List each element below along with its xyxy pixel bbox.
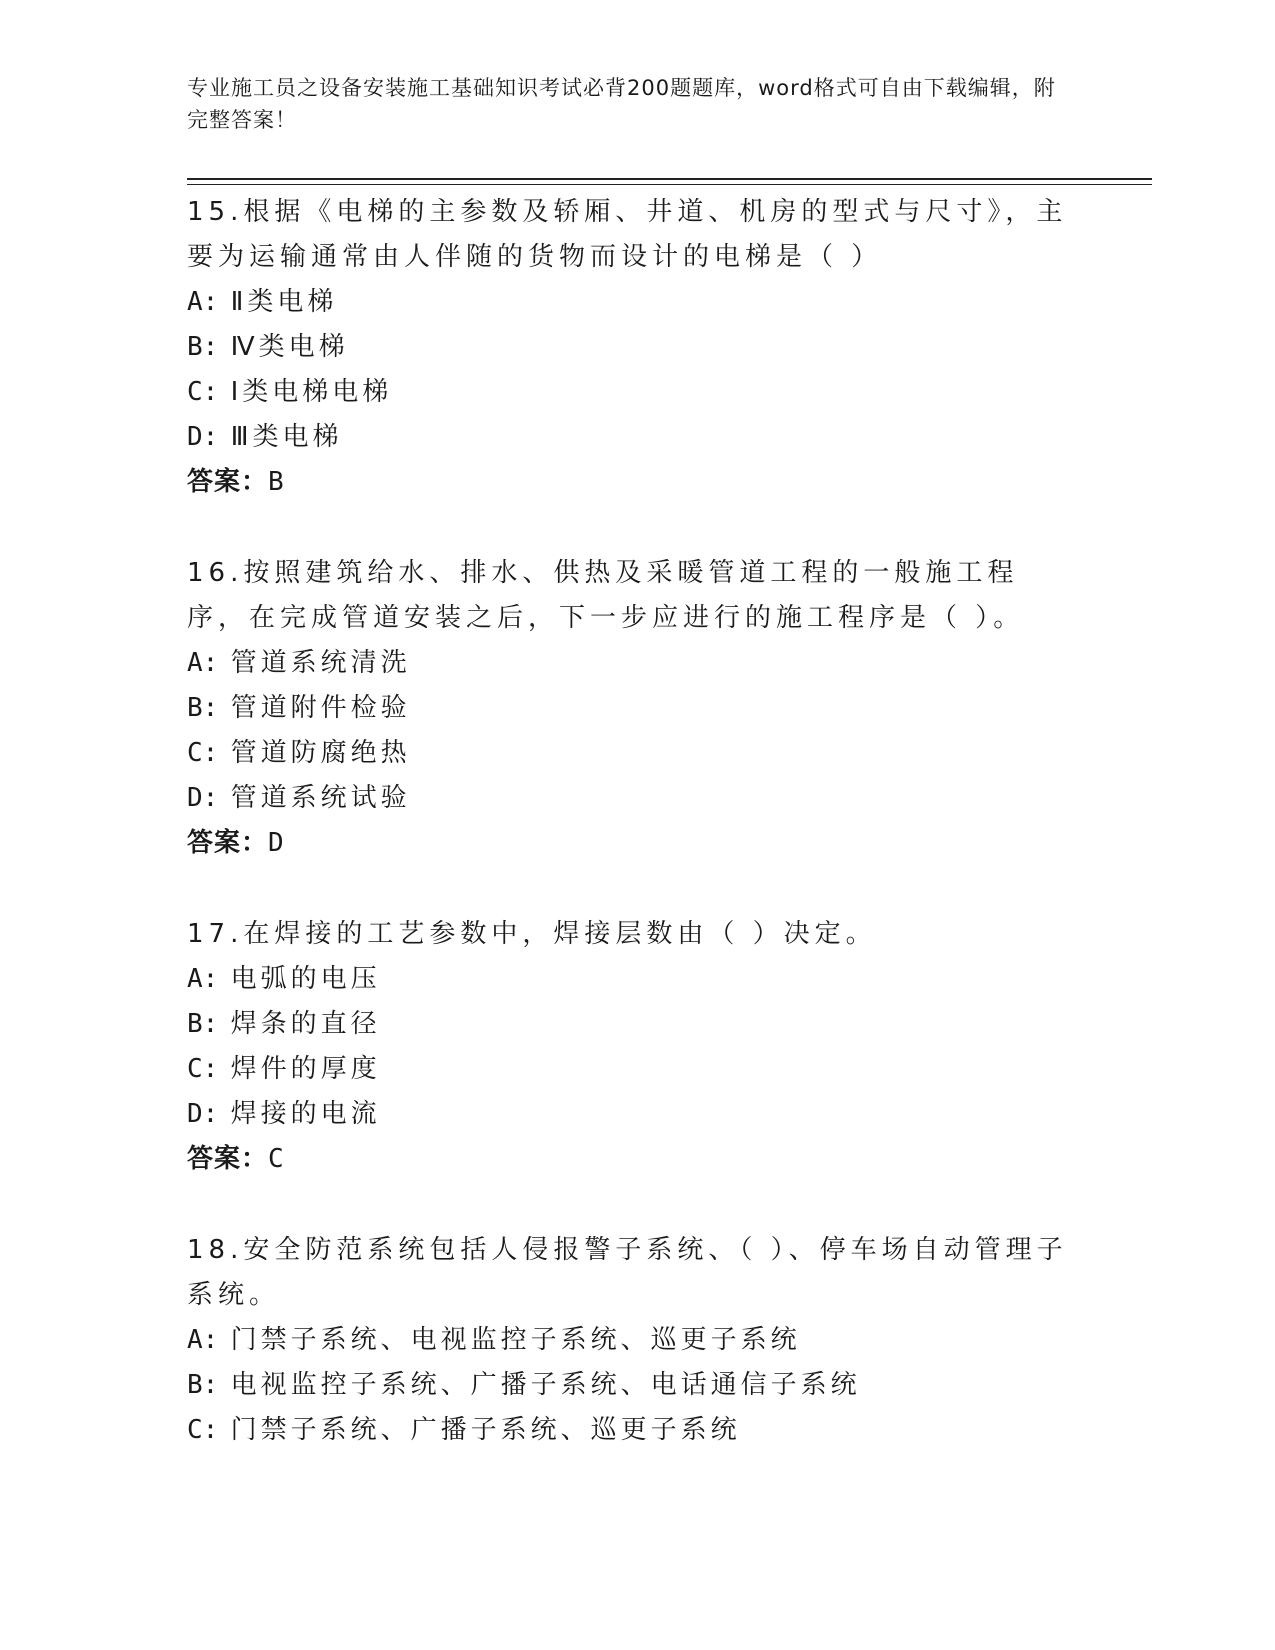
spacer bbox=[187, 866, 1077, 912]
option-text: 管道防腐绝热 bbox=[218, 738, 411, 768]
option-letter: D: bbox=[187, 422, 219, 452]
option-b bbox=[187, 325, 1077, 370]
option-text: 焊件的厚度 bbox=[218, 1054, 381, 1084]
answer-value: C bbox=[268, 1144, 286, 1174]
option-a bbox=[187, 1318, 1077, 1363]
answer-line bbox=[187, 821, 1077, 866]
header-divider-thick bbox=[187, 178, 1152, 180]
question-16 bbox=[187, 551, 1077, 866]
option-text: 管道附件检验 bbox=[218, 693, 411, 723]
question-18 bbox=[187, 1228, 1077, 1453]
option-letter: A: bbox=[187, 964, 219, 994]
option-text: 管道系统试验 bbox=[218, 783, 411, 813]
option-letter: A: bbox=[187, 1325, 219, 1355]
option-text: 电视监控子系统、广播子系统、电话通信子系统 bbox=[218, 1370, 861, 1400]
option-c bbox=[187, 1408, 1077, 1453]
spacer bbox=[187, 1182, 1077, 1228]
option-letter: C: bbox=[187, 1415, 219, 1445]
option-b bbox=[187, 1002, 1077, 1047]
option-b bbox=[187, 686, 1077, 731]
option-text: Ⅱ类电梯 bbox=[218, 287, 338, 317]
option-d bbox=[187, 415, 1077, 460]
option-letter: B: bbox=[187, 1009, 219, 1039]
option-letter: B: bbox=[187, 693, 219, 723]
option-text: Ⅰ类电梯电梯 bbox=[218, 377, 393, 407]
answer-label: 答案： bbox=[187, 467, 269, 497]
option-text: 焊接的电流 bbox=[218, 1099, 381, 1129]
option-text: 门禁子系统、电视监控子系统、巡更子系统 bbox=[218, 1325, 801, 1355]
option-letter: D: bbox=[187, 1099, 219, 1129]
document-header bbox=[187, 72, 1067, 136]
option-text: 电弧的电压 bbox=[218, 964, 381, 994]
option-letter: A: bbox=[187, 287, 219, 317]
header-divider-thin bbox=[187, 184, 1152, 185]
option-b bbox=[187, 1363, 1077, 1408]
answer-line bbox=[187, 1137, 1077, 1182]
option-c bbox=[187, 731, 1077, 776]
option-letter: B: bbox=[187, 332, 219, 362]
option-a bbox=[187, 641, 1077, 686]
answer-label: 答案： bbox=[187, 1144, 269, 1174]
question-stem: 15.根据《电梯的主参数及轿厢、井道、机房的型式与尺寸》，主要为运输通常由人伴随的货物而设计的电梯是（ ） bbox=[187, 197, 1068, 272]
question-15 bbox=[187, 190, 1077, 505]
option-text: 门禁子系统、广播子系统、巡更子系统 bbox=[218, 1415, 741, 1445]
spacer bbox=[187, 505, 1077, 551]
option-text: Ⅲ类电梯 bbox=[218, 422, 343, 452]
header-title: 专业施工员之设备安装施工基础知识考试必背200题题库，word格式可自由下载编辑，附完整答案！ bbox=[187, 76, 1056, 132]
option-letter: B: bbox=[187, 1370, 219, 1400]
option-c bbox=[187, 1047, 1077, 1092]
option-letter: C: bbox=[187, 377, 219, 407]
option-text: Ⅳ类电梯 bbox=[218, 332, 349, 362]
option-a bbox=[187, 280, 1077, 325]
option-a bbox=[187, 957, 1077, 1002]
option-d bbox=[187, 1092, 1077, 1137]
question-stem: 16.按照建筑给水、排水、供热及采暖管道工程的一般施工程序，在完成管道安装之后，下一步应进行的施工程序是（ ）。 bbox=[187, 558, 1025, 633]
option-letter: D: bbox=[187, 783, 219, 813]
question-stem: 18.安全防范系统包括人侵报警子系统、（ ）、停车场自动管理子系统。 bbox=[187, 1235, 1068, 1310]
question-stem: 17.在焊接的工艺参数中，焊接层数由（ ）决定。 bbox=[187, 919, 877, 949]
answer-value: D bbox=[268, 828, 286, 858]
option-c bbox=[187, 370, 1077, 415]
option-text: 管道系统清洗 bbox=[218, 648, 411, 678]
option-letter: A: bbox=[187, 648, 219, 678]
answer-label: 答案： bbox=[187, 828, 269, 858]
answer-value: B bbox=[268, 467, 286, 497]
question-list bbox=[187, 190, 1077, 1453]
option-d bbox=[187, 776, 1077, 821]
option-text: 焊条的直径 bbox=[218, 1009, 381, 1039]
option-letter: C: bbox=[187, 738, 219, 768]
option-letter: C: bbox=[187, 1054, 219, 1084]
question-17 bbox=[187, 912, 1077, 1182]
answer-line bbox=[187, 460, 1077, 505]
